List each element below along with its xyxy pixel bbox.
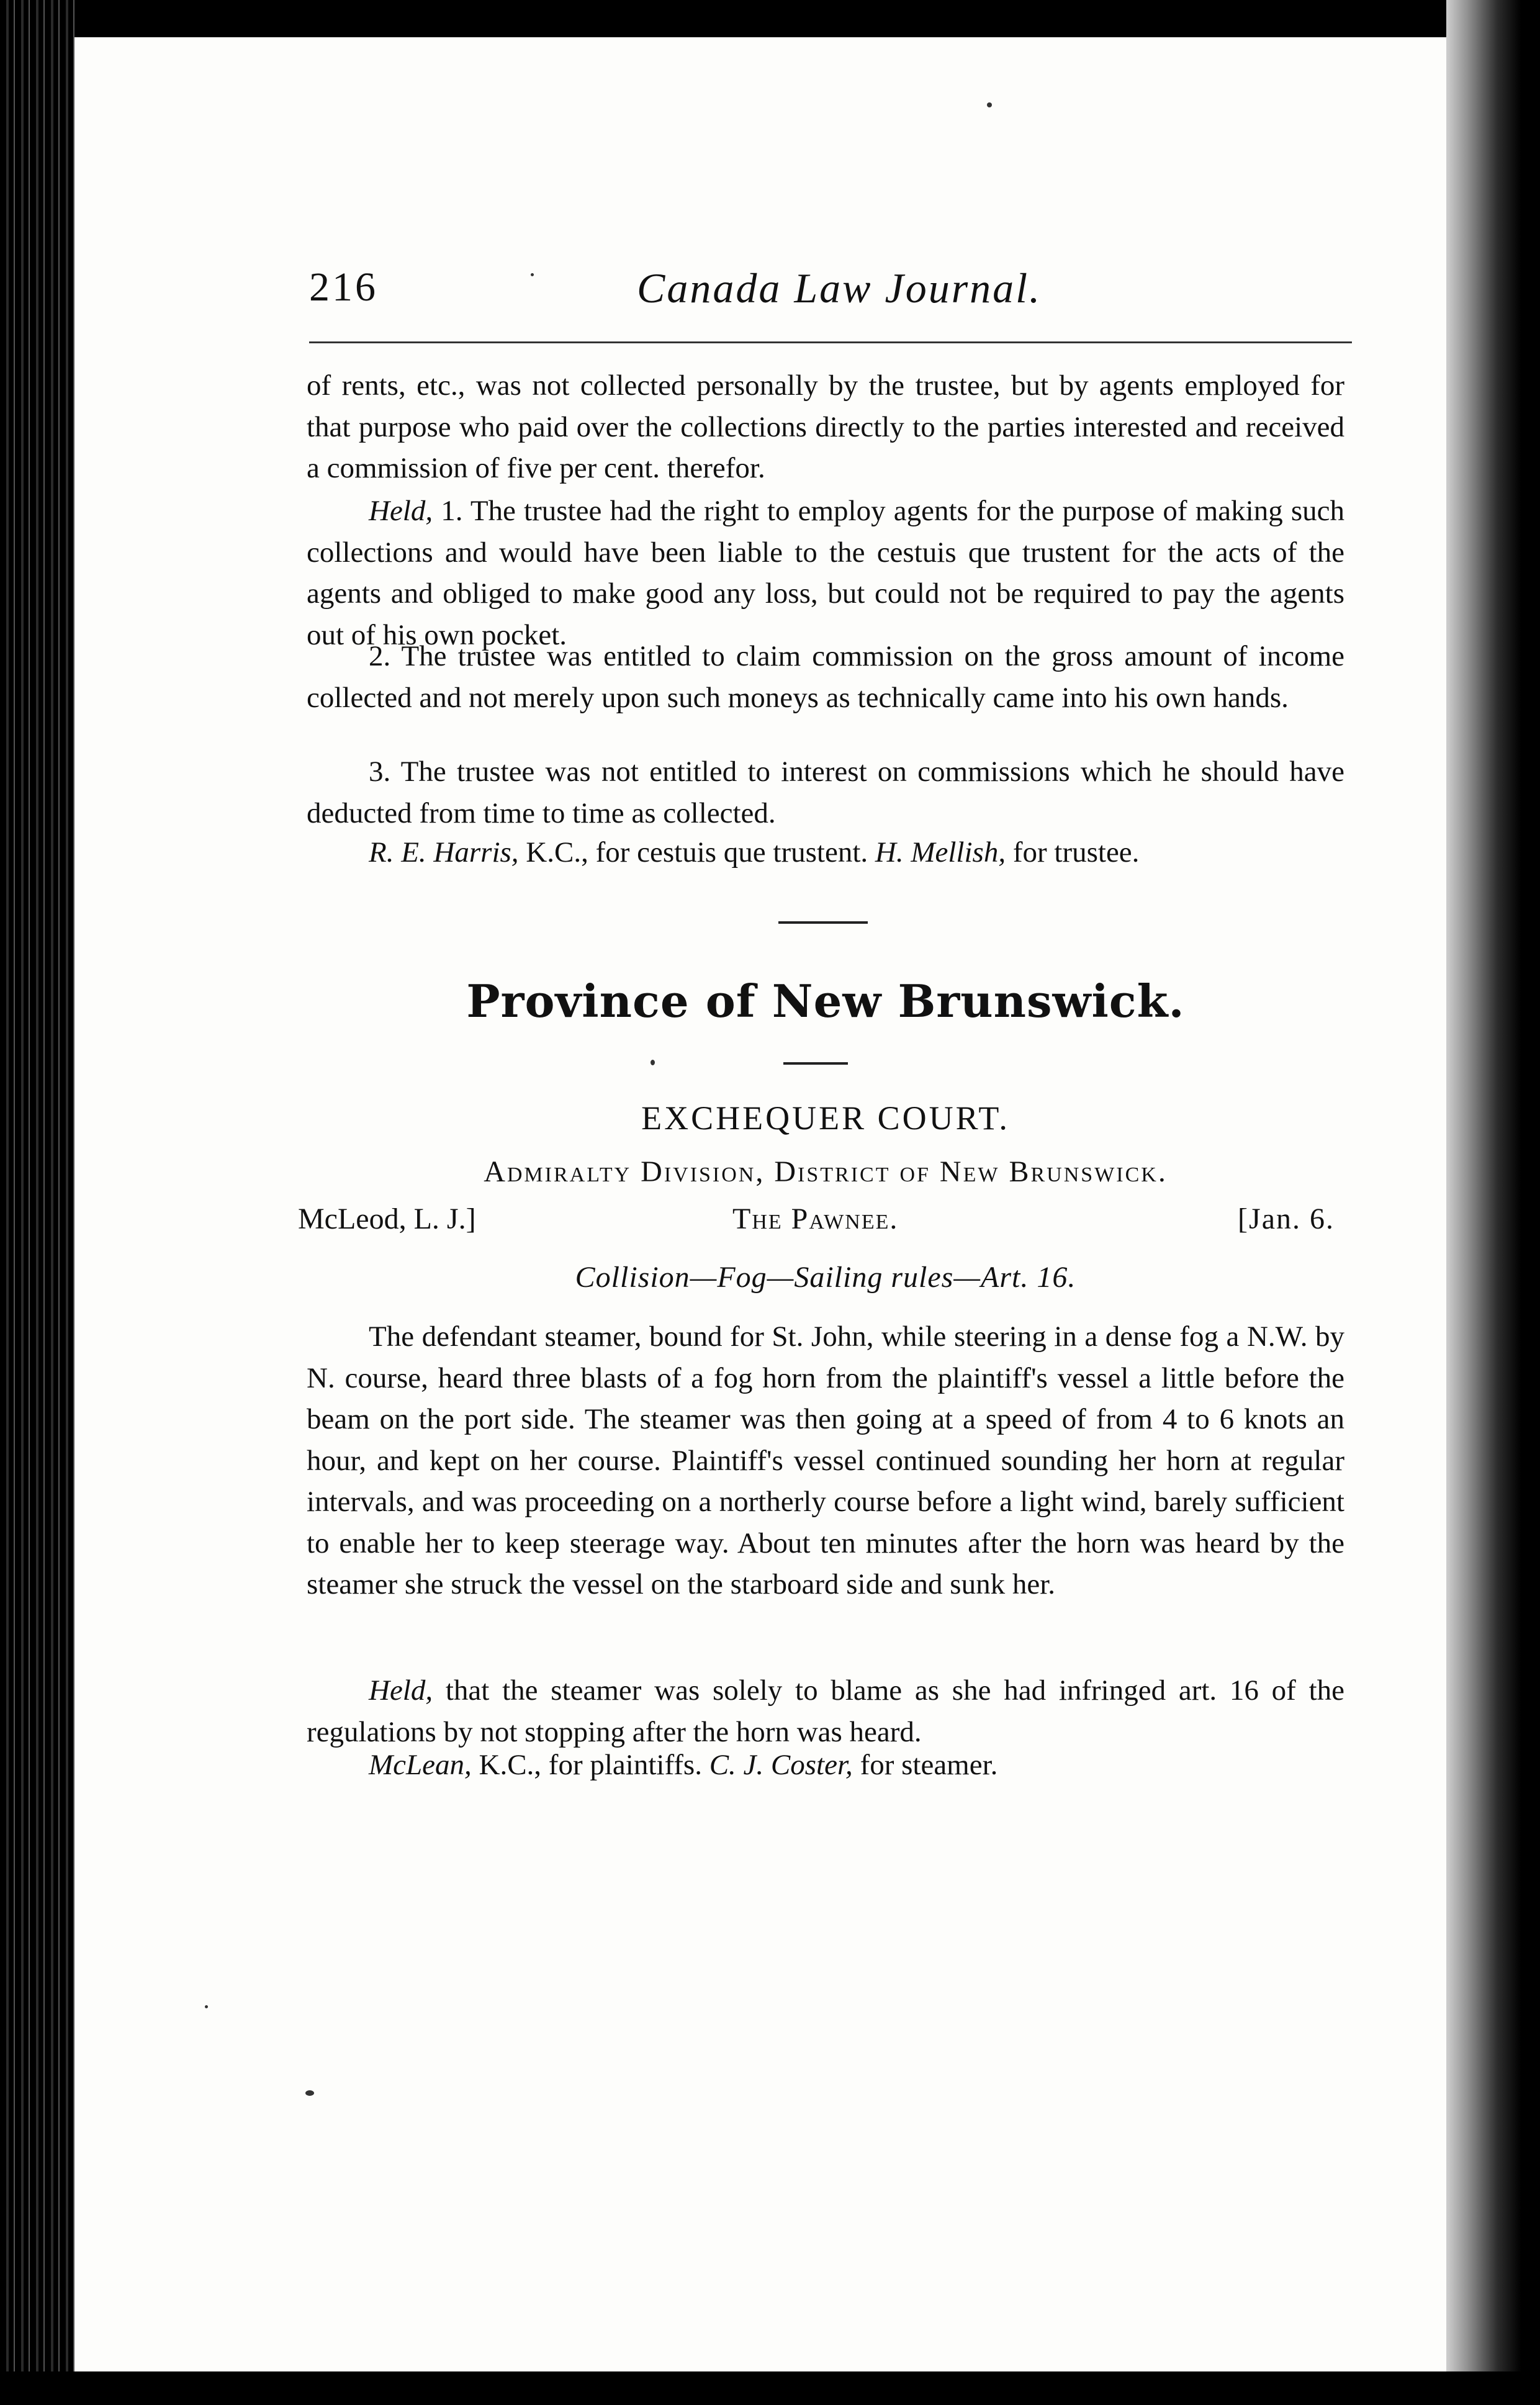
section-divider bbox=[778, 921, 868, 924]
court-heading: EXCHEQUER COURT. bbox=[641, 1099, 1010, 1137]
page-edge-shadow bbox=[1446, 0, 1540, 2405]
counsel-name: H. Mellish, bbox=[875, 836, 1006, 869]
header-rule bbox=[309, 341, 1352, 343]
heading-divider bbox=[783, 1062, 848, 1065]
held-label: Held, bbox=[369, 1674, 433, 1707]
scan-speck bbox=[987, 102, 992, 107]
judge-name: McLeod, L. J.] bbox=[298, 1202, 476, 1235]
scan-border-top bbox=[0, 0, 1540, 37]
held-1-text: 1. The trustee had the right to employ agents for the purpose of making such collections and would have been liable to the cestuis que trustent for the acts of the agents and obliged to make good any loss, but could not be required to pay the agents out of his own pocket. bbox=[307, 495, 1344, 651]
paragraph-facts-continued: of rents, etc., was not collected personally by the trustee, but by agents employed for that purpose who paid over the collections directly to the parties interested and received a commission of five per cent. therefor. bbox=[307, 369, 1344, 484]
counsel-role: for steamer. bbox=[852, 1749, 998, 1781]
paragraph-held-3: 3. The trustee was not entitled to interest on commissions which he should have deducted from time to time as collected. bbox=[307, 756, 1344, 829]
counsel-role: K.C., for cestuis que trustent. bbox=[518, 836, 875, 869]
counsel-name: R. E. Harris, bbox=[369, 836, 519, 869]
counsel-line-1 bbox=[307, 832, 1344, 873]
held-label: Held, bbox=[369, 495, 433, 527]
scan-speck bbox=[205, 2005, 208, 2008]
counsel-role: for trustee. bbox=[1006, 836, 1140, 869]
counsel-line-2 bbox=[307, 1744, 1344, 1786]
province-heading: Province of New Brunswick. bbox=[466, 975, 1185, 1027]
paragraph-held-2: 2. The trustee was entitled to claim commission on the gross amount of income collected and not merely upon such moneys as technically came into his own hands. bbox=[307, 640, 1344, 714]
case-name: The Pawnee. bbox=[732, 1202, 899, 1235]
paragraph-case-facts: The defendant steamer, bound for St. John, while steering in a dense fog a N.W. by N. course, heard three blasts of a fog horn from the plaintiff's vessel a little before the beam on the port side. The steamer was then going at a speed of from 4 to 6 knots an hour, and kept on her course. Plaintiff's vessel continued sounding her horn at regular intervals, and was proceeding on a northerly course before a light wind, barely sufficient to enable her to keep steerage way. About ten minutes after the horn was heard by the steamer she struck the vessel on the starboard side and sunk her. bbox=[307, 1320, 1344, 1600]
scan-speck bbox=[531, 273, 534, 276]
running-head bbox=[309, 264, 1352, 332]
scan-speck bbox=[651, 1060, 655, 1065]
paragraph-held-1 bbox=[307, 490, 1344, 656]
page-number: 216 bbox=[309, 264, 378, 310]
held-text: that the steamer was solely to blame as she had infringed art. 16 of the regulations by not stopping after the horn was heard. bbox=[307, 1674, 1344, 1748]
counsel-name: C. J. Coster, bbox=[709, 1749, 853, 1781]
case-date: [Jan. 6. bbox=[1238, 1202, 1335, 1235]
scan-border-bottom bbox=[0, 2371, 1540, 2405]
journal-title: Canada Law Journal. bbox=[637, 264, 1042, 312]
case-subject: Collision—Fog—Sailing rules—Art. 16. bbox=[575, 1261, 1076, 1294]
case-caption bbox=[298, 1202, 1335, 1245]
division-heading: Admiralty Division, District of New Brunswick. bbox=[484, 1155, 1168, 1188]
counsel-name: McLean, bbox=[369, 1749, 472, 1781]
paragraph-held bbox=[307, 1670, 1344, 1753]
book-spine-edge bbox=[0, 0, 74, 2405]
counsel-role: K.C., for plaintiffs. bbox=[471, 1749, 709, 1781]
scan-speck bbox=[305, 2090, 314, 2096]
